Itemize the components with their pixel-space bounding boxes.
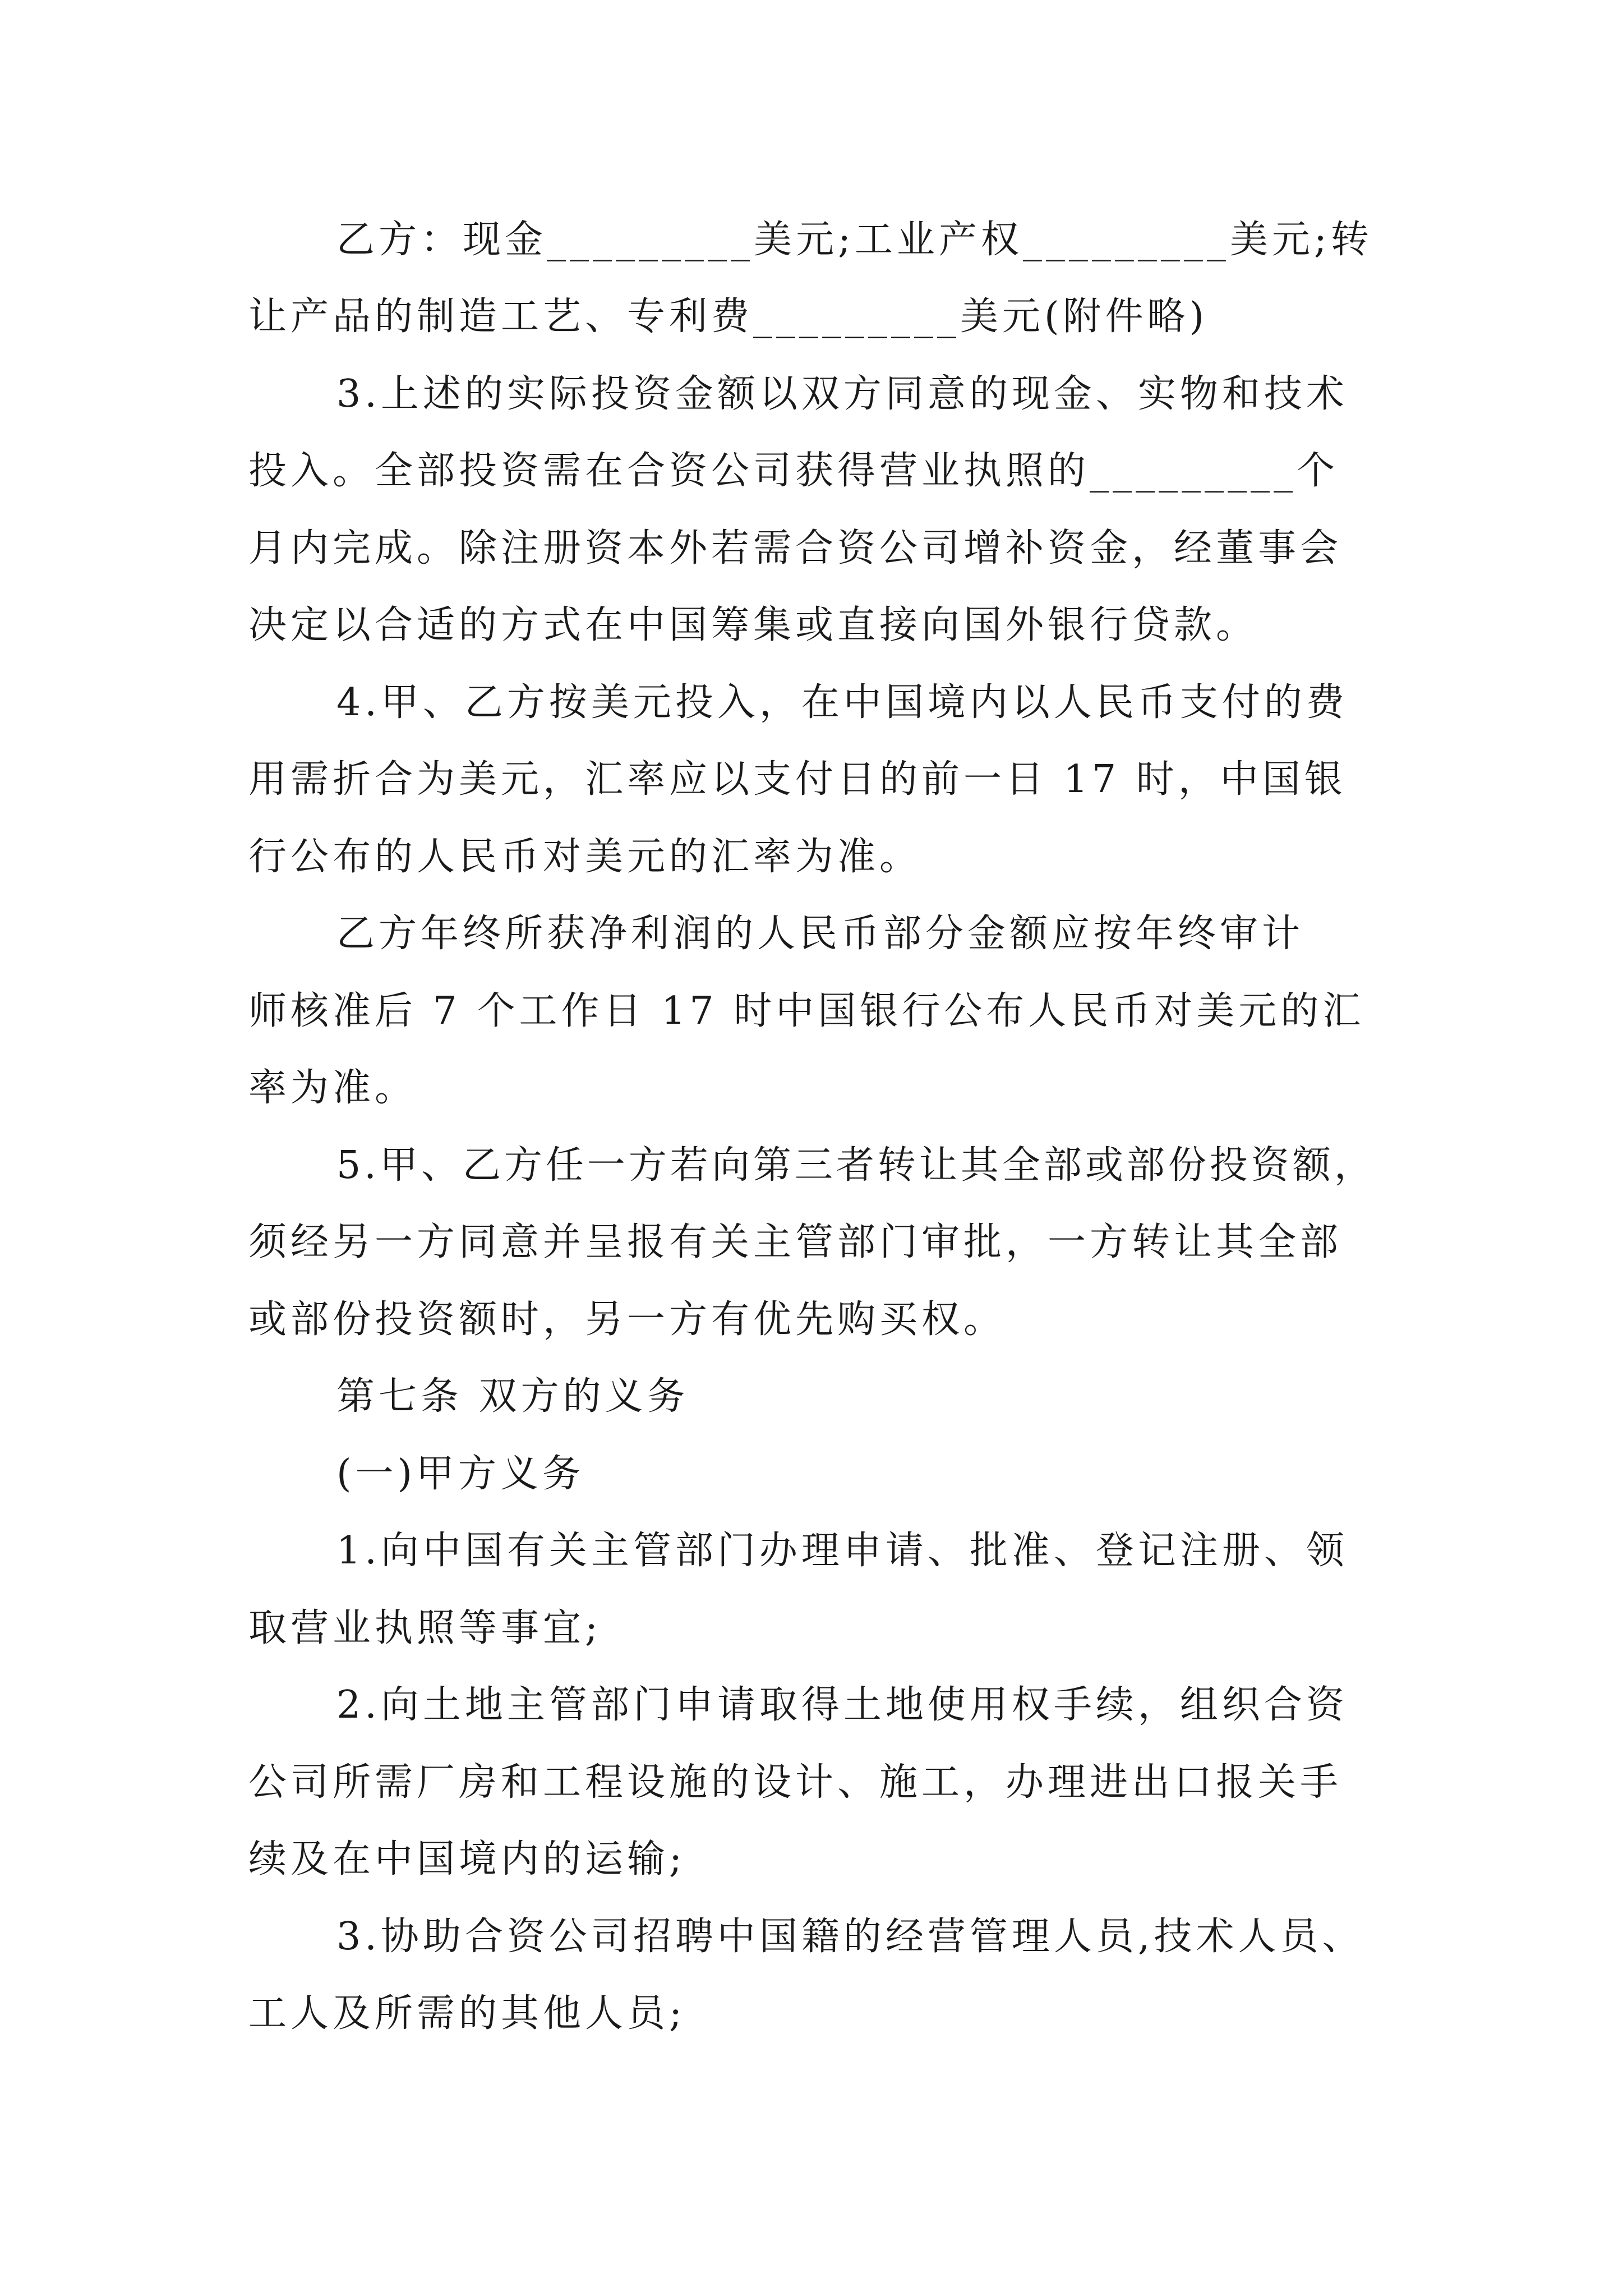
text-line: 行公布的人民币对美元的汇率为准。 — [248, 835, 922, 879]
text-line: 3.上述的实际投资金额以双方同意的现金、实物和技术 — [336, 372, 1348, 416]
text-line: 4.甲、乙方按美元投入，在中国境内以人民币支付的费 — [336, 680, 1348, 725]
heading-text: (一)甲方义务 — [336, 1452, 585, 1496]
text-line: 师核准后 7 个工作日 17 时中国银行公布人民币对美元的汇 — [248, 989, 1365, 1033]
text-line: 2.向土地主管部门申请取得土地使用权手续，组织合资 — [336, 1683, 1348, 1727]
text-line: 让产品的制造工艺、专利费_________美元(附件略) — [248, 295, 1209, 339]
heading-text: 第七条 双方的义务 — [336, 1374, 689, 1419]
text-line: 1.向中国有关主管部门办理申请、批准、登记注册、领 — [336, 1529, 1348, 1573]
text-line: 3.协助合资公司招聘中国籍的经营管理人员,技术人员、 — [336, 1915, 1364, 1959]
text-line: 公司所需厂房和工程设施的设计、施工，办理进出口报关手 — [248, 1760, 1343, 1805]
text-line: 5.甲、乙方任一方若向第三者转让其全部或部份投资额， — [336, 1143, 1376, 1188]
text-line: 率为准。 — [248, 1066, 417, 1110]
text-line: 月内完成。除注册资本外若需合资公司增补资金，经董事会 — [248, 526, 1343, 570]
text-line: 须经另一方同意并呈报有关主管部门审批，一方转让其全部 — [248, 1220, 1343, 1264]
text-line: 投入。全部投资需在合资公司获得营业执照的_________个 — [248, 449, 1339, 493]
text-line: 决定以合适的方式在中国筹集或直接向国外银行贷款。 — [248, 603, 1258, 647]
text-line: 工人及所需的其他人员; — [248, 1991, 686, 2036]
text-line: 或部份投资额时，另一方有优先购买权。 — [248, 1297, 1006, 1342]
text-line: 乙方年终所获净利润的人民币部分金额应按年终审计 — [336, 912, 1304, 956]
text-line: 用需折合为美元，汇率应以支付日的前一日 17 时，中国银 — [248, 757, 1347, 802]
text-line: 续及在中国境内的运输; — [248, 1837, 686, 1881]
text-line: 取营业执照等事宜; — [248, 1606, 602, 1650]
text-line: 乙方：现金_________美元;工业产权_________美元;转 — [336, 218, 1373, 262]
